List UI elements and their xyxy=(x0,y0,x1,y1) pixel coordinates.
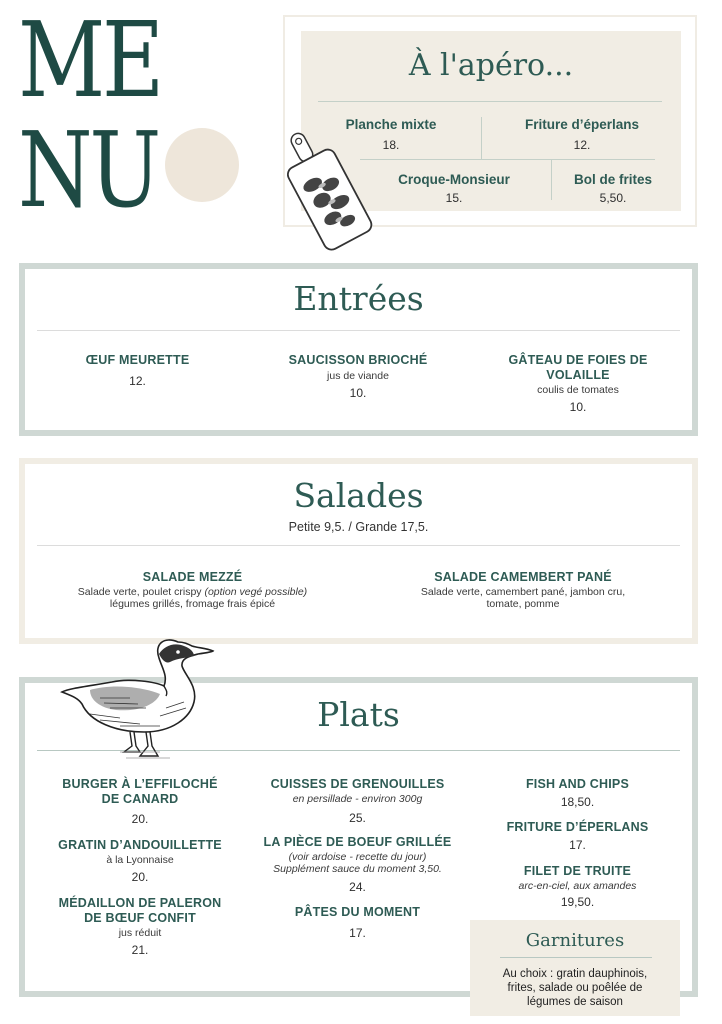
dish-price: 17. xyxy=(569,838,586,852)
garnitures-line2: frites, salade ou poêlée de xyxy=(507,982,643,994)
apero-item-friture xyxy=(502,117,662,152)
dish-name: SALADE CAMEMBERT PANÉ xyxy=(434,570,612,584)
dish-price: 19,50. xyxy=(560,895,595,909)
cutting-board-illustration xyxy=(272,125,377,253)
dish-desc: en persillade - environ 300g xyxy=(292,793,423,805)
plat-item-medaillon xyxy=(45,896,235,957)
item-price: 12. xyxy=(573,138,591,152)
garnitures-text xyxy=(470,967,680,1009)
dish-price: 20. xyxy=(131,812,149,826)
entree-item-gateau xyxy=(478,353,678,414)
item-price: 5,50. xyxy=(599,191,627,205)
dish-name: FISH AND CHIPS xyxy=(525,777,630,791)
dish-price: 12. xyxy=(129,374,146,388)
apero-item-croque xyxy=(372,172,536,205)
item-price: 15. xyxy=(445,191,463,205)
dish-desc: à la Lyonnaise xyxy=(106,854,174,866)
plat-item-truite xyxy=(480,864,675,909)
apero-divider xyxy=(318,101,662,102)
apero-hrule-mid xyxy=(360,159,655,160)
dish-name: LA PIÈCE DE BOEUF GRILLÉE xyxy=(263,835,452,849)
plat-item-gratin xyxy=(45,838,235,884)
entree-item-saucisson xyxy=(270,353,446,400)
plat-item-pates xyxy=(255,905,460,940)
dish-desc-line2: Supplément sauce du moment 3,50. xyxy=(273,863,442,875)
apero-title: À l'apéro... xyxy=(408,48,574,83)
plats-title: Plats xyxy=(317,695,400,734)
dish-price: 21. xyxy=(131,943,149,957)
dish-name: CUISSES DE GRENOUILLES xyxy=(270,777,445,791)
plat-item-boeuf xyxy=(250,835,465,894)
item-price: 18. xyxy=(382,138,400,152)
dish-price: 24. xyxy=(349,880,366,894)
dish-desc-line2: tomate, pomme xyxy=(486,598,560,610)
dish-name-line2: DE CANARD xyxy=(101,792,179,806)
plat-item-grenouilles xyxy=(255,777,460,825)
salades-divider xyxy=(37,545,680,546)
dish-price: 10. xyxy=(349,386,367,400)
dish-name: SAUCISSON BRIOCHÉ xyxy=(288,353,428,367)
dish-name: FRITURE D’ÉPERLANS xyxy=(506,820,649,834)
salades-title: Salades xyxy=(293,476,424,515)
dish-name: FILET DE TRUITE xyxy=(523,864,632,878)
apero-vrule-top xyxy=(481,117,482,159)
item-name: Croque-Monsieur xyxy=(398,172,510,187)
dish-price: 18,50. xyxy=(560,795,595,809)
dish-name: PÂTES DU MOMENT xyxy=(294,905,421,919)
garnitures-divider xyxy=(500,957,652,958)
salades-subtitle: Petite 9,5. / Grande 17,5. xyxy=(288,520,429,534)
duck-illustration xyxy=(60,628,218,763)
dish-name: ŒUF MEURETTE xyxy=(85,353,190,367)
apero-item-frites xyxy=(558,172,668,205)
apero-vrule-bottom xyxy=(551,160,552,200)
dish-desc-line1 xyxy=(45,586,340,598)
dish-desc: jus de viande xyxy=(327,370,389,382)
item-name: Friture d’éperlans xyxy=(524,117,640,132)
dish-price: 25. xyxy=(349,811,366,825)
entrees-title: Entrées xyxy=(293,279,424,318)
dish-name-line2: DE BŒUF CONFIT xyxy=(84,911,196,925)
menu-title-bottom: NU xyxy=(18,109,158,231)
dish-desc-line1: (voir ardoise - recette du jour) xyxy=(288,851,427,863)
item-name: Bol de frites xyxy=(573,172,652,187)
dish-desc-line2: légumes grillés, fromage frais épicé xyxy=(109,598,276,610)
garnitures-line1: Au choix : gratin dauphinois, xyxy=(502,968,648,980)
salade-item-mezze xyxy=(45,570,340,610)
plat-item-friture xyxy=(480,820,675,852)
dish-desc-line1: Salade verte, camembert pané, jambon cru, xyxy=(420,586,626,598)
garnitures-line3: légumes de saison xyxy=(527,996,623,1008)
dish-desc: arc-en-ciel, aux amandes xyxy=(518,880,637,892)
dish-price: 10. xyxy=(569,400,587,414)
menu-title-top: ME xyxy=(18,0,162,121)
dish-price: 17. xyxy=(349,926,366,940)
plat-item-fish xyxy=(480,777,675,809)
entree-item-oeuf xyxy=(55,353,220,388)
dish-price: 20. xyxy=(131,870,149,884)
dish-desc-option: (option vegé possible) xyxy=(204,586,308,598)
dish-name-line1: MÉDAILLON DE PALERON xyxy=(58,896,222,910)
dish-desc: jus réduit xyxy=(118,927,162,939)
menu-title xyxy=(18,0,278,238)
dish-desc: coulis de tomates xyxy=(537,384,619,396)
dish-name: SALADE MEZZÉ xyxy=(142,570,243,584)
dish-name-line1: BURGER À L’EFFILOCHÉ xyxy=(62,777,218,791)
dish-name: GRATIN D’ANDOUILLETTE xyxy=(58,838,222,852)
dish-desc-text: Salade verte, poulet crispy xyxy=(77,586,205,598)
dish-name: GÂTEAU DE FOIES DE VOLAILLE xyxy=(508,353,648,382)
garnitures-title: Garnitures xyxy=(525,930,625,951)
item-name: Planche mixte xyxy=(345,117,437,132)
entrees-divider xyxy=(37,330,680,331)
salade-item-camembert xyxy=(378,570,668,610)
plat-item-burger xyxy=(45,777,235,826)
